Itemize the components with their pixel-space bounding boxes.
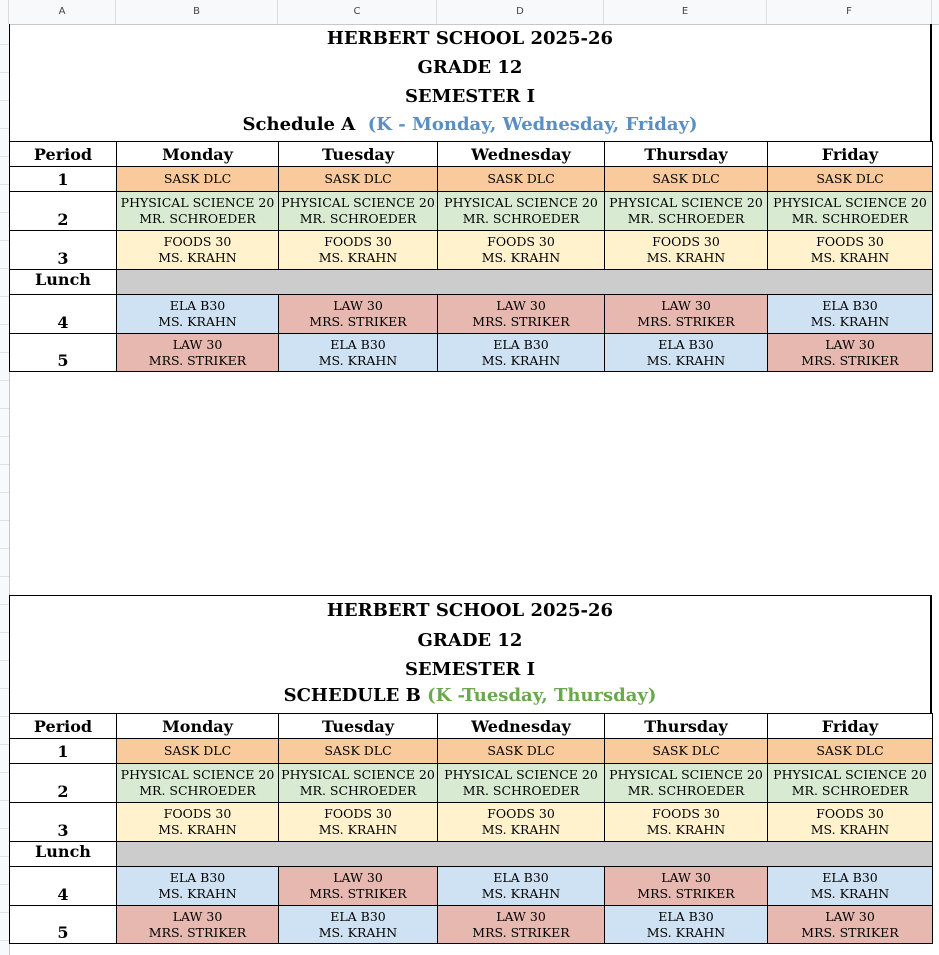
schedule-a-heading bbox=[10, 114, 930, 135]
schedule-b-cell-1-thursday[interactable] bbox=[605, 739, 768, 764]
course-name: FOODS 30 bbox=[652, 806, 720, 821]
course-name: ELA B30 bbox=[658, 908, 714, 924]
schedule-a-cell-4-tuesday[interactable] bbox=[279, 295, 438, 334]
schedule-b-cell-4-wednesday[interactable] bbox=[438, 867, 605, 906]
schedule-a-header-thursday[interactable]: Thursday bbox=[605, 142, 768, 167]
course-name: SASK DLC bbox=[163, 171, 232, 186]
course-name: SASK DLC bbox=[324, 743, 392, 758]
schedule-a-cell-3-wednesday[interactable] bbox=[438, 231, 605, 270]
schedule-b-lunch-bar[interactable] bbox=[117, 842, 933, 867]
course-name: LAW 30 bbox=[825, 336, 875, 352]
schedule-b-cell-3-friday[interactable] bbox=[768, 803, 933, 842]
teacher-name: MR. SCHROEDER bbox=[627, 211, 745, 226]
teacher-name: MR. SCHROEDER bbox=[139, 211, 256, 226]
schedule-a-cell-1-thursday[interactable] bbox=[605, 167, 768, 192]
course-name: ELA B30 bbox=[493, 870, 549, 885]
schedule-a-cell-3-friday[interactable] bbox=[768, 231, 933, 270]
teacher-name: MS. KRAHN bbox=[318, 250, 398, 265]
row-divider bbox=[0, 856, 9, 857]
schedule-a-cell-2-monday[interactable] bbox=[117, 192, 279, 231]
course-name: ELA B30 bbox=[330, 336, 386, 352]
schedule-b-cell-2-tuesday[interactable] bbox=[279, 764, 438, 803]
schedule-b-cell-2-monday[interactable] bbox=[117, 764, 279, 803]
schedule-b-title-area bbox=[9, 595, 932, 713]
teacher-name: MRS. STRIKER bbox=[801, 924, 899, 940]
row-divider bbox=[0, 128, 9, 129]
schedule-b-header-wednesday[interactable]: Wednesday bbox=[438, 714, 605, 739]
teacher-name: MRS. STRIKER bbox=[637, 886, 735, 901]
teacher-name: MRS. STRIKER bbox=[472, 924, 570, 940]
row-divider bbox=[0, 744, 9, 745]
schedule-b-header-thursday[interactable]: Thursday bbox=[605, 714, 768, 739]
course-name: LAW 30 bbox=[661, 870, 711, 885]
course-name: SASK DLC bbox=[652, 171, 720, 186]
teacher-name: MS. KRAHN bbox=[481, 250, 561, 265]
schedule-b-semester: SEMESTER I bbox=[404, 659, 536, 680]
table-row bbox=[10, 295, 933, 334]
teacher-name: MRS. STRIKER bbox=[309, 314, 407, 329]
schedule-b-header-monday[interactable]: Monday bbox=[117, 714, 279, 739]
schedule-a-semester: SEMESTER I bbox=[404, 86, 536, 107]
schedule-a-cell-4-monday[interactable] bbox=[117, 295, 279, 334]
schedule-a-period-4[interactable]: 4 bbox=[10, 295, 117, 334]
schedule-b-heading bbox=[10, 685, 930, 706]
course-name: FOODS 30 bbox=[163, 234, 232, 249]
row-divider bbox=[0, 212, 9, 213]
course-name: PHYSICAL SCIENCE 20 bbox=[120, 767, 275, 782]
course-name: PHYSICAL SCIENCE 20 bbox=[281, 767, 435, 782]
course-name: ELA B30 bbox=[169, 870, 226, 885]
schedule-a-header-wednesday[interactable]: Wednesday bbox=[438, 142, 605, 167]
schedule-a-cell-3-thursday[interactable] bbox=[605, 231, 768, 270]
schedule-a-cell-2-wednesday[interactable] bbox=[438, 192, 605, 231]
row-divider bbox=[0, 772, 9, 773]
corner-cell[interactable] bbox=[0, 0, 9, 24]
course-name: FOODS 30 bbox=[487, 806, 555, 821]
row-divider bbox=[0, 912, 9, 913]
schedule-a-period-2[interactable]: 2 bbox=[10, 192, 117, 231]
row-divider bbox=[0, 548, 9, 549]
schedule-a-period-lunch[interactable]: Lunch bbox=[10, 270, 117, 295]
schedule-a-block bbox=[9, 24, 932, 372]
schedule-a-header-tuesday[interactable]: Tuesday bbox=[279, 142, 438, 167]
schedule-b-cell-5-monday[interactable] bbox=[117, 906, 279, 944]
schedule-a-cell-5-friday[interactable] bbox=[768, 334, 933, 372]
teacher-name: MS. KRAHN bbox=[646, 924, 726, 940]
schedule-b-cell-1-wednesday[interactable] bbox=[438, 739, 605, 764]
teacher-name: MR. SCHROEDER bbox=[299, 211, 417, 226]
schedule-a-cell-3-tuesday[interactable] bbox=[279, 231, 438, 270]
schedule-b-cell-3-tuesday[interactable] bbox=[279, 803, 438, 842]
course-name: LAW 30 bbox=[496, 908, 546, 924]
schedule-a-period-3[interactable]: 3 bbox=[10, 231, 117, 270]
course-name: PHYSICAL SCIENCE 20 bbox=[281, 195, 435, 210]
schedule-b-label: SCHEDULE B bbox=[283, 685, 421, 706]
row-divider bbox=[0, 380, 9, 381]
schedule-a-cell-1-tuesday[interactable] bbox=[279, 167, 438, 192]
teacher-name: MS. KRAHN bbox=[158, 886, 237, 901]
column-header-b[interactable]: B bbox=[116, 0, 278, 24]
schedule-b-cell-4-tuesday[interactable] bbox=[279, 867, 438, 906]
teacher-name: MS. KRAHN bbox=[810, 250, 890, 265]
schedule-b-header-period[interactable]: Period bbox=[10, 714, 117, 739]
teacher-name: MS. KRAHN bbox=[158, 250, 237, 265]
row-divider bbox=[0, 716, 9, 717]
course-name: ELA B30 bbox=[330, 908, 386, 924]
teacher-name: MS. KRAHN bbox=[481, 352, 561, 368]
schedule-a-cell-2-thursday[interactable] bbox=[605, 192, 768, 231]
column-header-c[interactable]: C bbox=[278, 0, 437, 24]
teacher-name: MS. KRAHN bbox=[318, 822, 398, 837]
teacher-name: MS. KRAHN bbox=[481, 822, 561, 837]
schedule-b-cell-4-thursday[interactable] bbox=[605, 867, 768, 906]
schedule-b-period-4[interactable]: 4 bbox=[10, 867, 117, 906]
schedule-b-cell-5-thursday[interactable] bbox=[605, 906, 768, 944]
table-row bbox=[10, 906, 933, 944]
teacher-name: MR. SCHROEDER bbox=[791, 783, 909, 798]
teacher-name: MS. KRAHN bbox=[158, 314, 237, 329]
schedule-b-cell-1-friday[interactable] bbox=[768, 739, 933, 764]
table-row bbox=[10, 231, 933, 270]
row-divider bbox=[0, 688, 9, 689]
row-divider bbox=[0, 464, 9, 465]
teacher-name: MR. SCHROEDER bbox=[299, 783, 417, 798]
schedule-a-cell-5-wednesday[interactable] bbox=[438, 334, 605, 372]
course-name: PHYSICAL SCIENCE 20 bbox=[773, 195, 927, 210]
column-header-e[interactable]: E bbox=[604, 0, 767, 24]
course-name: ELA B30 bbox=[658, 336, 714, 352]
schedule-b-header-friday[interactable]: Friday bbox=[768, 714, 933, 739]
schedule-b-period-3[interactable]: 3 bbox=[10, 803, 117, 842]
schedule-b-grade: GRADE 12 bbox=[417, 630, 523, 651]
course-name: SASK DLC bbox=[487, 171, 555, 186]
teacher-name: MS. KRAHN bbox=[810, 314, 890, 329]
row-divider bbox=[0, 100, 9, 101]
teacher-name: MRS. STRIKER bbox=[637, 314, 735, 329]
teacher-name: MRS. STRIKER bbox=[148, 352, 247, 368]
schedule-a-cell-4-thursday[interactable] bbox=[605, 295, 768, 334]
course-name: SASK DLC bbox=[487, 743, 555, 758]
course-name: ELA B30 bbox=[822, 870, 878, 885]
row-divider bbox=[0, 44, 9, 45]
table-row bbox=[10, 739, 933, 764]
schedule-b-period-lunch[interactable]: Lunch bbox=[10, 842, 117, 867]
row-divider bbox=[0, 436, 9, 437]
schedule-b-note: (K -Tuesday, Thursday) bbox=[427, 685, 657, 706]
schedule-b-header-tuesday[interactable]: Tuesday bbox=[279, 714, 438, 739]
course-name: LAW 30 bbox=[333, 298, 383, 313]
row-divider bbox=[0, 268, 9, 269]
course-name: PHYSICAL SCIENCE 20 bbox=[609, 195, 763, 210]
schedule-a-cell-2-tuesday[interactable] bbox=[279, 192, 438, 231]
schedule-b-table bbox=[9, 713, 933, 944]
course-name: ELA B30 bbox=[493, 336, 549, 352]
course-name: LAW 30 bbox=[496, 298, 546, 313]
row-divider bbox=[0, 492, 9, 493]
course-name: PHYSICAL SCIENCE 20 bbox=[609, 767, 763, 782]
teacher-name: MR. SCHROEDER bbox=[462, 211, 580, 226]
schedule-b-block bbox=[9, 595, 932, 945]
teacher-name: MRS. STRIKER bbox=[309, 886, 407, 901]
schedule-a-cell-5-tuesday[interactable] bbox=[279, 334, 438, 372]
schedule-b-cell-2-thursday[interactable] bbox=[605, 764, 768, 803]
teacher-name: MR. SCHROEDER bbox=[627, 783, 745, 798]
schedule-a-cell-5-monday[interactable] bbox=[117, 334, 279, 372]
course-name: SASK DLC bbox=[652, 743, 720, 758]
teacher-name: MR. SCHROEDER bbox=[139, 783, 256, 798]
schedule-a-cell-2-friday[interactable] bbox=[768, 192, 933, 231]
teacher-name: MS. KRAHN bbox=[810, 886, 890, 901]
column-header-a[interactable]: A bbox=[9, 0, 116, 24]
teacher-name: MS. KRAHN bbox=[646, 822, 726, 837]
course-name: LAW 30 bbox=[825, 908, 875, 924]
schedule-a-table bbox=[9, 141, 933, 372]
schedule-a-cell-5-thursday[interactable] bbox=[605, 334, 768, 372]
course-name: LAW 30 bbox=[333, 870, 383, 885]
schedule-b-cell-5-friday[interactable] bbox=[768, 906, 933, 944]
teacher-name: MS. KRAHN bbox=[318, 924, 398, 940]
table-row bbox=[10, 803, 933, 842]
course-name: SASK DLC bbox=[816, 171, 884, 186]
schedule-a-cell-1-friday[interactable] bbox=[768, 167, 933, 192]
course-name: FOODS 30 bbox=[324, 806, 392, 821]
schedule-b-cell-5-tuesday[interactable] bbox=[279, 906, 438, 944]
schedule-a-header-monday[interactable]: Monday bbox=[117, 142, 279, 167]
schedule-b-cell-4-friday[interactable] bbox=[768, 867, 933, 906]
row-divider bbox=[0, 184, 9, 185]
course-name: FOODS 30 bbox=[652, 234, 720, 249]
course-name: PHYSICAL SCIENCE 20 bbox=[773, 767, 927, 782]
schedule-b-cell-3-wednesday[interactable] bbox=[438, 803, 605, 842]
schedule-b-period-1[interactable]: 1 bbox=[10, 739, 117, 764]
teacher-name: MS. KRAHN bbox=[810, 822, 890, 837]
schedule-a-cell-4-wednesday[interactable] bbox=[438, 295, 605, 334]
schedule-a-cell-3-monday[interactable] bbox=[117, 231, 279, 270]
course-name: FOODS 30 bbox=[487, 234, 555, 249]
course-name: FOODS 30 bbox=[324, 234, 392, 249]
row-divider bbox=[0, 884, 9, 885]
row-divider bbox=[0, 408, 9, 409]
table-row bbox=[10, 867, 933, 906]
schedule-b-school: HERBERT SCHOOL 2025-26 bbox=[326, 600, 614, 621]
teacher-name: MR. SCHROEDER bbox=[791, 211, 909, 226]
teacher-name: MRS. STRIKER bbox=[148, 924, 247, 940]
table-row bbox=[10, 334, 933, 372]
course-name: FOODS 30 bbox=[163, 806, 232, 821]
table-row bbox=[10, 764, 933, 803]
schedule-b-cell-3-thursday[interactable] bbox=[605, 803, 768, 842]
schedule-b-period-2[interactable]: 2 bbox=[10, 764, 117, 803]
row-divider bbox=[0, 800, 9, 801]
column-header-f[interactable]: F bbox=[767, 0, 932, 24]
course-name: LAW 30 bbox=[172, 908, 223, 924]
row-divider bbox=[0, 632, 9, 633]
column-header-bar bbox=[0, 0, 939, 25]
column-header-d[interactable]: D bbox=[437, 0, 604, 24]
table-row bbox=[10, 167, 933, 192]
course-name: PHYSICAL SCIENCE 20 bbox=[120, 195, 275, 210]
row-divider bbox=[0, 72, 9, 73]
schedule-a-school: HERBERT SCHOOL 2025-26 bbox=[326, 28, 614, 49]
schedule-b-cell-4-monday[interactable] bbox=[117, 867, 279, 906]
teacher-name: MS. KRAHN bbox=[646, 250, 726, 265]
row-divider bbox=[0, 520, 9, 521]
schedule-a-period-5[interactable]: 5 bbox=[10, 334, 117, 372]
schedule-b-cell-1-monday[interactable] bbox=[117, 739, 279, 764]
table-row bbox=[10, 192, 933, 231]
schedule-b-cell-5-wednesday[interactable] bbox=[438, 906, 605, 944]
table-row bbox=[10, 270, 933, 295]
schedule-a-lunch-bar[interactable] bbox=[117, 270, 933, 295]
teacher-name: MS. KRAHN bbox=[646, 352, 726, 368]
row-divider bbox=[0, 828, 9, 829]
row-divider bbox=[0, 940, 9, 941]
schedule-a-cell-1-wednesday[interactable] bbox=[438, 167, 605, 192]
schedule-b-cell-1-tuesday[interactable] bbox=[279, 739, 438, 764]
row-divider bbox=[0, 324, 9, 325]
course-name: LAW 30 bbox=[661, 298, 711, 313]
schedule-b-cell-3-monday[interactable] bbox=[117, 803, 279, 842]
schedule-a-period-1[interactable]: 1 bbox=[10, 167, 117, 192]
course-name: PHYSICAL SCIENCE 20 bbox=[444, 767, 598, 782]
course-name: SASK DLC bbox=[816, 743, 884, 758]
schedule-a-header-friday[interactable]: Friday bbox=[768, 142, 933, 167]
schedule-a-title-area bbox=[9, 24, 932, 141]
schedule-a-cell-1-monday[interactable] bbox=[117, 167, 279, 192]
course-name: FOODS 30 bbox=[816, 806, 884, 821]
schedule-a-grade: GRADE 12 bbox=[417, 57, 523, 78]
course-name: PHYSICAL SCIENCE 20 bbox=[444, 195, 598, 210]
row-divider bbox=[0, 240, 9, 241]
row-divider bbox=[0, 296, 9, 297]
teacher-name: MS. KRAHN bbox=[158, 822, 237, 837]
teacher-name: MRS. STRIKER bbox=[472, 314, 570, 329]
course-name: SASK DLC bbox=[324, 171, 392, 186]
teacher-name: MS. KRAHN bbox=[481, 886, 561, 901]
row-divider bbox=[0, 660, 9, 661]
schedule-b-cell-2-wednesday[interactable] bbox=[438, 764, 605, 803]
course-name: LAW 30 bbox=[172, 336, 223, 352]
row-divider bbox=[0, 604, 9, 605]
teacher-name: MR. SCHROEDER bbox=[462, 783, 580, 798]
row-divider bbox=[0, 352, 9, 353]
course-name: FOODS 30 bbox=[816, 234, 884, 249]
schedule-a-cell-4-friday[interactable] bbox=[768, 295, 933, 334]
schedule-b-cell-2-friday[interactable] bbox=[768, 764, 933, 803]
schedule-b-period-5[interactable]: 5 bbox=[10, 906, 117, 944]
table-row bbox=[10, 842, 933, 867]
row-divider bbox=[0, 156, 9, 157]
course-name: ELA B30 bbox=[169, 298, 226, 313]
teacher-name: MS. KRAHN bbox=[318, 352, 398, 368]
schedule-a-header-period[interactable]: Period bbox=[10, 142, 117, 167]
teacher-name: MRS. STRIKER bbox=[801, 352, 899, 368]
schedule-a-label: Schedule A bbox=[242, 114, 356, 135]
row-divider bbox=[0, 576, 9, 577]
course-name: SASK DLC bbox=[163, 743, 232, 758]
course-name: ELA B30 bbox=[822, 298, 878, 313]
schedule-a-note: (K - Monday, Wednesday, Friday) bbox=[367, 114, 698, 135]
